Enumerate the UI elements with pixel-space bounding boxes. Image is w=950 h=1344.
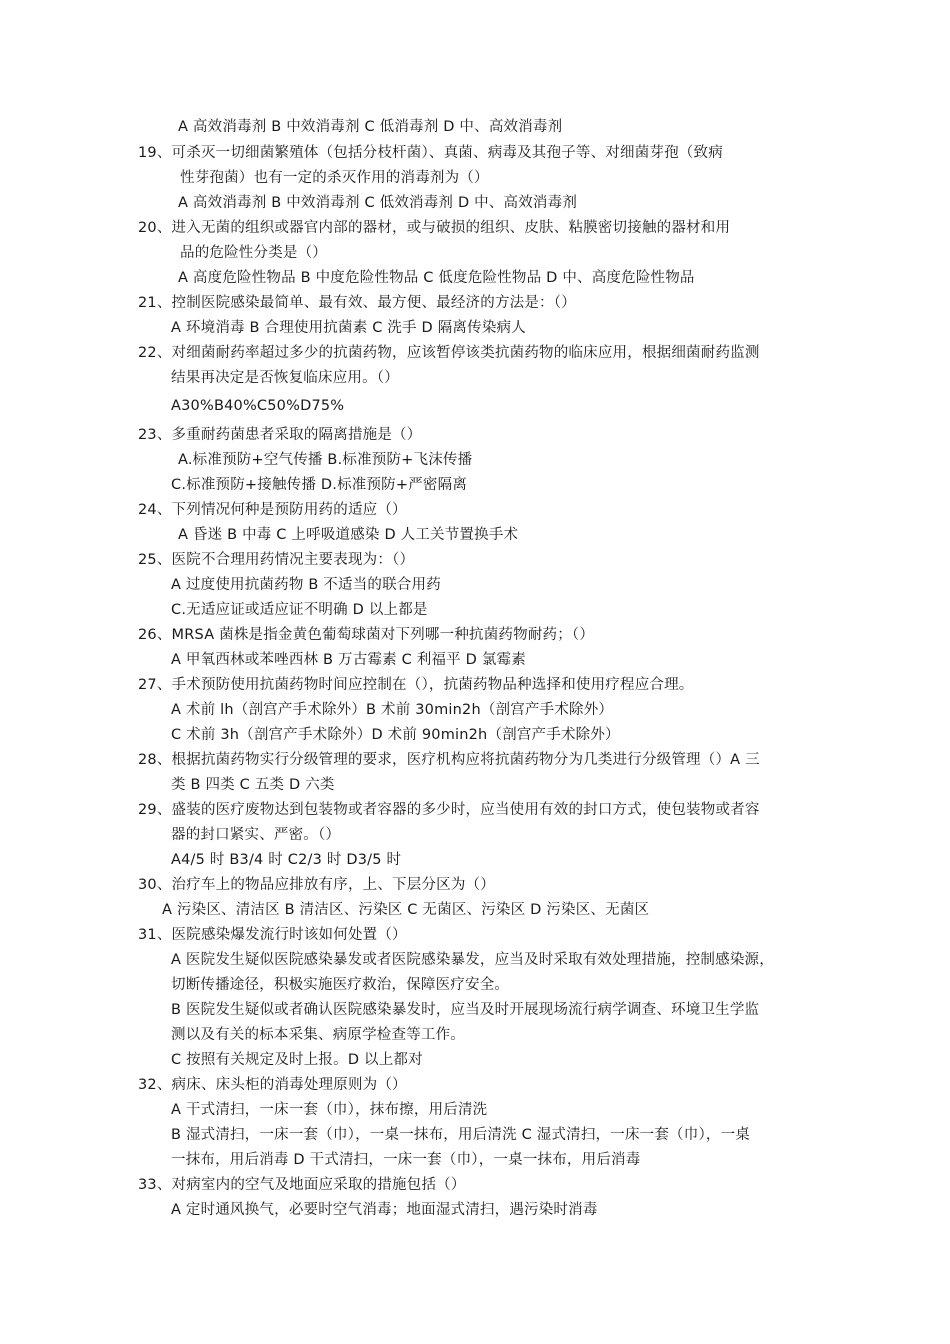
q20-stem-line-2: 品的危险性分类是（） <box>180 245 327 261</box>
q33-option-a: A 定时通风换气，必要时空气消毒；地面湿式清扫，遇污染时消毒 <box>171 1202 598 1218</box>
q20-stem-line-1: 20、进入无菌的组织或器官内部的器材，或与破损的组织、皮肤、粘膜密切接触的器材和用 <box>138 220 731 236</box>
q31-option-a-line-1: A 医院发生疑似医院感染暴发或者医院感染暴发，应当及时采取有效处理措施，控制感染源， <box>171 952 774 968</box>
q31-options-cd: C 按照有关规定及时上报。D 以上都对 <box>171 1052 423 1068</box>
q22-options: A30%B40%C50%D75% <box>171 398 345 414</box>
q30-stem: 30、治疗车上的物品应排放有序，上、下层分区为（） <box>138 877 495 893</box>
q29-stem-line-1: 29、盛装的医疗废物达到包装物或者容器的多少时，应当使用有效的封口方式，使包装物或者容 <box>138 802 760 818</box>
q19-options: A 高效消毒剂 B 中效消毒剂 C 低效消毒剂 D 中、高效消毒剂 <box>178 195 578 211</box>
q21-options: A 环境消毒 B 合理使用抗菌素 C 洗手 D 隔离传染病人 <box>171 320 526 336</box>
q28-stem-line-1: 28、根据抗菌药物实行分级管理的要求，医疗机构应将抗菌药物分为几类进行分级管理（）A 三 <box>138 752 760 768</box>
q31-option-a-line-2: 切断传播途径，积极实施医疗救治，保障医疗安全。 <box>171 977 510 993</box>
q26-stem: 26、MRSA 菌株是指金黄色葡萄球菌对下列哪一种抗菌药物耐药；（） <box>138 627 595 643</box>
q25-stem: 25、医院不合理用药情况主要表现为：（） <box>138 552 415 568</box>
q18-options: A 高效消毒剂 B 中效消毒剂 C 低消毒剂 D 中、高效消毒剂 <box>178 119 563 135</box>
q23-options-line-1: A.标准预防+空气传播 B.标准预防+飞沫传播 <box>178 452 473 468</box>
q32-options-cd: 一抹布，用后消毒 D 干式清扫，一床一套（巾），一桌一抹布，用后消毒 <box>171 1152 641 1168</box>
q29-options: A4/5 时 B3/4 时 C2/3 时 D3/5 时 <box>171 852 402 868</box>
q31-option-b-line-2: 测以及有关的标本采集、病原学检查等工作。 <box>171 1027 465 1043</box>
q27-options-line-2: C 术前 3h（剖宫产手术除外）D 术前 90min2h（剖宫产手术除外） <box>171 727 620 743</box>
q29-stem-line-2: 器的封口紧实、严密。（） <box>171 827 341 843</box>
q25-options-line-2: C.无适应证或适应证不明确 D 以上都是 <box>171 602 428 618</box>
q20-options: A 高度危险性物品 B 中度危险性物品 C 低度危险性物品 D 中、高度危险性物品 <box>178 270 695 286</box>
q24-options: A 昏迷 B 中毒 C 上呼吸道感染 D 人工关节置换手术 <box>178 527 519 543</box>
q32-option-a: A 干式清扫，一床一套（巾），抹布擦，用后清洗 <box>171 1102 488 1118</box>
q27-stem: 27、手术预防使用抗菌药物时间应控制在（），抗菌药物品种选择和使用疗程应合理。 <box>138 677 694 693</box>
q25-options-line-1: A 过度使用抗菌药物 B 不适当的联合用药 <box>171 577 441 593</box>
q28-stem-line-2: 类 B 四类 C 五类 D 六类 <box>171 777 335 793</box>
q21-stem: 21、控制医院感染最简单、最有效、最方便、最经济的方法是：（） <box>138 295 576 311</box>
q31-option-b-line-1: B 医院发生疑似或者确认医院感染暴发时，应当及时开展现场流行病学调查、环境卫生学监 <box>171 1002 760 1018</box>
q22-stem-line-2: 结果再决定是否恢复临床应用。（） <box>171 370 399 386</box>
q32-options-bc: B 湿式清扫，一床一套（巾），一桌一抹布，用后清洗 C 湿式清扫，一床一套（巾），一桌 <box>171 1127 750 1143</box>
q26-options: A 甲氧西林或苯唑西林 B 万古霉素 C 利福平 D 氯霉素 <box>171 652 526 668</box>
q23-stem: 23、多重耐药菌患者采取的隔离措施是（） <box>138 427 422 443</box>
q23-options-line-2: C.标准预防+接触传播 D.标准预防+严密隔离 <box>171 477 468 493</box>
q27-options-line-1: A 术前 lh（剖宫产手术除外）B 术前 30min2h（剖宫产手术除外） <box>171 702 614 718</box>
q33-stem: 33、对病室内的空气及地面应采取的措施包括（） <box>138 1177 466 1193</box>
q22-stem-line-1: 22、对细菌耐药率超过多少的抗菌药物，应该暂停该类抗菌药物的临床应用，根据细菌耐药监测 <box>138 345 760 361</box>
q19-stem-line-2: 性芽孢菌）也有一定的杀灭作用的消毒剂为（） <box>180 170 489 186</box>
q24-stem: 24、下列情况何种是预防用药的适应（） <box>138 502 407 518</box>
q30-options: A 污染区、清洁区 B 清洁区、污染区 C 无菌区、污染区 D 污染区、无菌区 <box>162 902 650 918</box>
q32-stem: 32、病床、床头柜的消毒处理原则为（） <box>138 1077 407 1093</box>
q19-stem-line-1: 19、可杀灭一切细菌繁殖体（包括分枝杆菌）、真菌、病毒及其孢子等、对细菌芽孢（致病 <box>138 145 723 161</box>
q31-stem: 31、医院感染爆发流行时该如何处置（） <box>138 927 407 943</box>
